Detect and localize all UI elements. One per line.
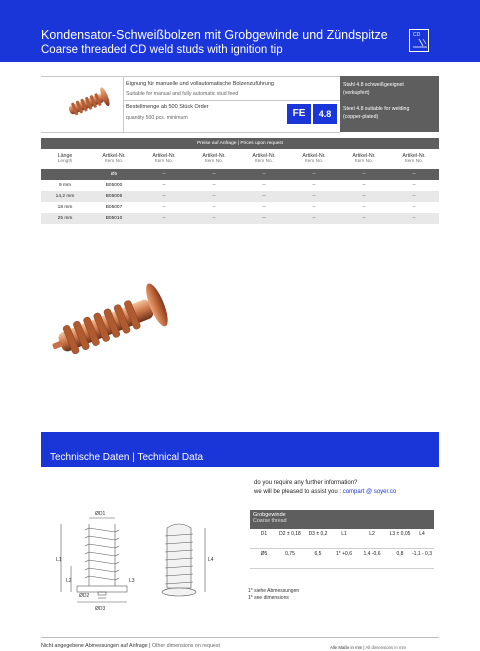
header-banner (0, 0, 480, 62)
table-cell: -- (362, 205, 366, 210)
label-l3: L3 (129, 578, 135, 584)
table-cell: 9 mm (59, 183, 71, 188)
dim-header-cell: D3 ± 0,2 (308, 531, 328, 537)
table-cell: -- (212, 172, 216, 177)
table-row (41, 180, 439, 191)
dim-header-cell: D2 ± 0,18 (279, 531, 301, 537)
table-cell: -- (262, 216, 266, 221)
steel-en-2: (copper-plated) (343, 114, 379, 120)
column-header-en: Item No. (354, 159, 374, 164)
technical-data-banner (41, 432, 439, 467)
dim-header-cell: L2 (369, 531, 375, 537)
dim-value-cell: 1,4 -0,6 (363, 551, 381, 557)
table-cell: -- (162, 172, 166, 177)
column-header-en: Item No. (154, 159, 174, 164)
title-en: Coarse threaded CD weld studs with ignition tip (41, 44, 283, 56)
table-cell: -- (212, 205, 216, 210)
divider (123, 76, 124, 132)
column-header (40, 149, 90, 164)
table-cell: -- (312, 205, 316, 210)
table-cell: 25 mm (57, 216, 73, 221)
column-header (389, 149, 439, 164)
table-cell: 18 mm (57, 205, 73, 210)
table-row (41, 213, 439, 224)
contact-email-link[interactable]: compart @ soyer.co (342, 489, 397, 495)
table-cell: -- (412, 183, 416, 188)
label-l2: L2 (66, 578, 72, 584)
footer-note (41, 643, 220, 649)
column-header-en: Item No. (304, 159, 324, 164)
column-header-de: Länge (57, 153, 73, 159)
footer-left-en: Other dimensions on request (150, 643, 220, 649)
footer-right-de: Alle Maße in mm | (330, 645, 365, 650)
dim-value-cell: 1* +0,6 (336, 551, 352, 557)
dim-value-cell: 0,8 (396, 551, 404, 557)
title-de: Kondensator-Schweißbolzen mit Grobgewinde und Zündspitze (41, 28, 388, 42)
table-cell: -- (262, 194, 266, 199)
table-cell: -- (362, 172, 366, 177)
grade-badge: 4.8 (313, 104, 337, 124)
column-header-de: Artikel-Nr. (152, 153, 176, 159)
divider (41, 76, 340, 77)
contact-line-1: do you require any further information? (254, 480, 358, 486)
dim-value-row (250, 549, 434, 569)
stud-thumbnail-image (62, 78, 114, 128)
suitability-de: Eignung für manuelle und vollautomatische Bolzenzuführung (126, 81, 274, 87)
steel-info-box (340, 76, 439, 132)
dim-value-cell: 0,75 (285, 551, 295, 557)
dim-header-cell: L1 (341, 531, 347, 537)
stud-product-image (42, 282, 182, 358)
note-en: 1* see dimensions (248, 595, 289, 601)
table-cell: 14,2 mm (55, 194, 75, 199)
footer-right-en: All dimensions in mm (364, 645, 407, 650)
label-d1: ØD1 (95, 511, 106, 517)
table-cell: B05007 (105, 205, 123, 210)
column-header-en: Length (57, 159, 73, 164)
table-cell: -- (212, 183, 216, 188)
column-header-de: Artikel-Nr. (352, 153, 376, 159)
dim-value-cell: 6,5 (314, 551, 322, 557)
column-header-en: Item No. (404, 159, 424, 164)
steel-de-1: Stahl 4.8 schweißgeeignet (343, 82, 404, 88)
table-cell: -- (412, 194, 416, 199)
table-cell: -- (262, 205, 266, 210)
dim-header-row (250, 529, 434, 549)
divider (41, 132, 340, 133)
table-cell: -- (312, 183, 316, 188)
table-cell: -- (162, 183, 166, 188)
dim-header-cell: L4 (419, 531, 425, 537)
label-d2: ØD2 (79, 593, 90, 599)
footer-left-de: Nicht angegebene Abmessungen auf Anfrage | (41, 643, 151, 649)
dimension-table (250, 510, 434, 569)
table-row (41, 202, 439, 213)
column-header-de: Artikel-Nr. (252, 153, 276, 159)
column-header (89, 149, 139, 164)
table-cell: -- (312, 194, 316, 199)
table-header-row (41, 149, 439, 169)
order-quantity-en: quantity 500 pcs. minimum (126, 115, 188, 121)
price-table (41, 138, 439, 224)
technical-data-title: Technische Daten | Technical Data (50, 452, 204, 463)
order-quantity-de: Bestellmenge ab 500 Stück Order (126, 104, 209, 110)
table-cell: -- (362, 183, 366, 188)
dim-title-de: Grobgewinde (253, 512, 286, 518)
badge-text: CD (413, 32, 421, 38)
dim-value-cell: Ø5 (260, 551, 268, 557)
table-cell: -- (312, 216, 316, 221)
divider (123, 100, 340, 101)
column-header (339, 149, 389, 164)
note-de: 1* siehe Abmessungen (248, 588, 300, 594)
suitability-en: Suitable for manual and fully automatic stud feed (126, 91, 239, 97)
dimension-table-header (250, 510, 434, 529)
column-header-de: Artikel-Nr. (202, 153, 226, 159)
table-row (41, 169, 439, 180)
label-l1: L1 (56, 557, 62, 563)
column-header (289, 149, 339, 164)
column-header-de: Artikel-Nr. (302, 153, 326, 159)
steel-en-1: Steel 4.8 suitable for welding (343, 106, 410, 112)
table-cell: -- (362, 216, 366, 221)
table-row (41, 191, 439, 202)
dim-value-cell: -1,1 - 0,3 (411, 551, 432, 557)
column-header (189, 149, 239, 164)
contact-text: we will be pleased to assist you : (254, 489, 342, 495)
table-cell: B05010 (105, 216, 123, 221)
contact-line-2 (254, 489, 396, 495)
table-cell: -- (362, 194, 366, 199)
table-cell: -- (412, 172, 416, 177)
footer-units (330, 645, 406, 650)
technical-drawing (49, 506, 233, 616)
column-header-de: Artikel-Nr. (402, 153, 426, 159)
material-badge: FE (287, 104, 311, 124)
label-d3: ØD3 (95, 606, 106, 612)
table-cell: -- (412, 205, 416, 210)
column-header-de: Artikel-Nr. (102, 153, 126, 159)
column-header-en: Item No. (104, 159, 124, 164)
dim-header-cell: D1 (260, 531, 268, 537)
table-cell: -- (262, 183, 266, 188)
table-cell: -- (212, 194, 216, 199)
table-cell: -- (162, 205, 166, 210)
table-cell: -- (312, 172, 316, 177)
table-cell: B05000 (105, 183, 123, 188)
table-cell: Ø5 (110, 172, 118, 177)
table-cell: B05005 (105, 194, 123, 199)
column-header-en: Item No. (204, 159, 224, 164)
cd-weld-icon (409, 29, 429, 52)
table-cell: -- (412, 216, 416, 221)
dim-header-cell: L3 ± 0,05 (389, 531, 411, 537)
label-l4: L4 (208, 557, 214, 563)
table-cell: -- (212, 216, 216, 221)
column-header (239, 149, 289, 164)
dim-title-en: Coarse thread (253, 518, 287, 524)
table-cell: -- (162, 194, 166, 199)
footer-divider (41, 637, 439, 638)
column-header-en: Item No. (254, 159, 274, 164)
steel-de-2: (verkupfert) (343, 90, 370, 96)
table-cell: -- (162, 216, 166, 221)
price-banner: Preise auf Anfrage | Prices upon request (41, 138, 439, 149)
table-cell: -- (262, 172, 266, 177)
column-header (139, 149, 189, 164)
